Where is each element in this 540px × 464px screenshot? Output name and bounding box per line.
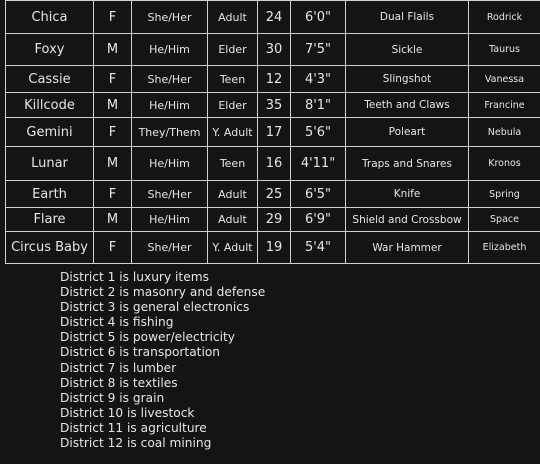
tribute-age-group: Elder — [208, 93, 258, 118]
tribute-name: Chica — [6, 1, 94, 34]
tribute-name: Gemini — [6, 118, 94, 147]
tribute-number: 19 — [258, 232, 291, 264]
tribute-name: Circus Baby — [6, 232, 94, 264]
table-row — [6, 208, 540, 232]
tribute-pronouns: She/Her — [132, 232, 208, 264]
district-line: District 8 is textiles — [60, 375, 178, 390]
tribute-age-group: Y. Adult — [208, 232, 258, 264]
tribute-weapon: Dual Flails — [346, 1, 469, 34]
tribute-height: 5'4" — [291, 232, 346, 264]
tribute-number: 12 — [258, 66, 291, 93]
tribute-gender: M — [94, 147, 132, 181]
tribute-pronouns: She/Her — [132, 1, 208, 34]
table-row — [6, 181, 540, 208]
district-line: District 5 is power/electricity — [60, 330, 235, 345]
tribute-height: 8'1" — [291, 93, 346, 118]
tribute-pronouns: He/Him — [132, 208, 208, 232]
tribute-gender: F — [94, 118, 132, 147]
tribute-pronouns: They/Them — [132, 118, 208, 147]
tribute-age-group: Teen — [208, 66, 258, 93]
tribute-number: 17 — [258, 118, 291, 147]
table-row — [6, 34, 540, 66]
table-row — [6, 93, 540, 118]
tribute-age-group: Adult — [208, 208, 258, 232]
tribute-weapon: Teeth and Claws — [346, 93, 469, 118]
tribute-height: 6'9" — [291, 208, 346, 232]
tribute-height: 5'6" — [291, 118, 346, 147]
table-row — [6, 1, 540, 34]
tribute-name: Killcode — [6, 93, 94, 118]
tribute-age-group: Adult — [208, 181, 258, 208]
table-row — [6, 232, 540, 264]
tribute-number: 25 — [258, 181, 291, 208]
tribute-weapon: Sickle — [346, 34, 469, 66]
tribute-number: 16 — [258, 147, 291, 181]
tribute-weapon: Shield and Crossbow — [346, 208, 469, 232]
tribute-gender: F — [94, 181, 132, 208]
table-row — [6, 147, 540, 181]
tribute-gender: F — [94, 232, 132, 264]
tribute-name: Foxy — [6, 34, 94, 66]
tribute-height: 7'5" — [291, 34, 346, 66]
tribute-pronouns: He/Him — [132, 34, 208, 66]
district-line: District 2 is masonry and defense — [60, 285, 266, 300]
tribute-age-group: Teen — [208, 147, 258, 181]
tribute-gender: M — [94, 208, 132, 232]
table-row — [6, 66, 540, 93]
tribute-table-body — [6, 1, 540, 264]
tribute-mentor: Rodrick — [469, 1, 540, 34]
tribute-weapon: Traps and Snares — [346, 147, 469, 181]
tribute-weapon: Poleart — [346, 118, 469, 147]
district-line: District 3 is general electronics — [60, 300, 250, 315]
tribute-name: Lunar — [6, 147, 94, 181]
tribute-gender: M — [94, 93, 132, 118]
tribute-mentor: Kronos — [469, 147, 540, 181]
tribute-gender: F — [94, 66, 132, 93]
tribute-weapon: Slingshot — [346, 66, 469, 93]
tribute-weapon: War Hammer — [346, 232, 469, 264]
tribute-mentor: Vanessa — [469, 66, 540, 93]
tribute-age-group: Adult — [208, 1, 258, 34]
tribute-weapon: Knife — [346, 181, 469, 208]
tribute-gender: M — [94, 34, 132, 66]
tribute-height: 6'5" — [291, 181, 346, 208]
tribute-pronouns: He/Him — [132, 147, 208, 181]
district-line: District 12 is coal mining — [60, 436, 212, 451]
district-line: District 9 is grain — [60, 390, 165, 405]
district-line: District 1 is luxury items — [60, 270, 209, 284]
tribute-number: 30 — [258, 34, 291, 66]
district-line: District 10 is livestock — [60, 405, 195, 420]
tribute-number: 29 — [258, 208, 291, 232]
tribute-pronouns: She/Her — [132, 181, 208, 208]
tribute-mentor: Space — [469, 208, 540, 232]
tribute-name: Cassie — [6, 66, 94, 93]
district-list — [60, 270, 265, 451]
tribute-number: 24 — [258, 1, 291, 34]
tribute-gender: F — [94, 1, 132, 34]
district-line: District 7 is lumber — [60, 360, 177, 375]
tribute-height: 4'11" — [291, 147, 346, 181]
tribute-mentor: Elizabeth — [469, 232, 540, 264]
tribute-height: 6'0" — [291, 1, 346, 34]
tribute-age-group: Y. Adult — [208, 118, 258, 147]
tribute-name: Earth — [6, 181, 94, 208]
tribute-mentor: Nebula — [469, 118, 540, 147]
tribute-age-group: Elder — [208, 34, 258, 66]
tribute-mentor: Taurus — [469, 34, 540, 66]
tribute-mentor: Spring — [469, 181, 540, 208]
tribute-table — [5, 0, 540, 264]
tribute-mentor: Francine — [469, 93, 540, 118]
tribute-pronouns: She/Her — [132, 66, 208, 93]
tribute-pronouns: He/Him — [132, 93, 208, 118]
district-line: District 11 is agriculture — [60, 420, 207, 435]
district-line: District 4 is fishing — [60, 315, 174, 330]
tribute-height: 4'3" — [291, 66, 346, 93]
tribute-name: Flare — [6, 208, 94, 232]
tribute-number: 35 — [258, 93, 291, 118]
table-row — [6, 118, 540, 147]
district-line: District 6 is transportation — [60, 345, 221, 360]
